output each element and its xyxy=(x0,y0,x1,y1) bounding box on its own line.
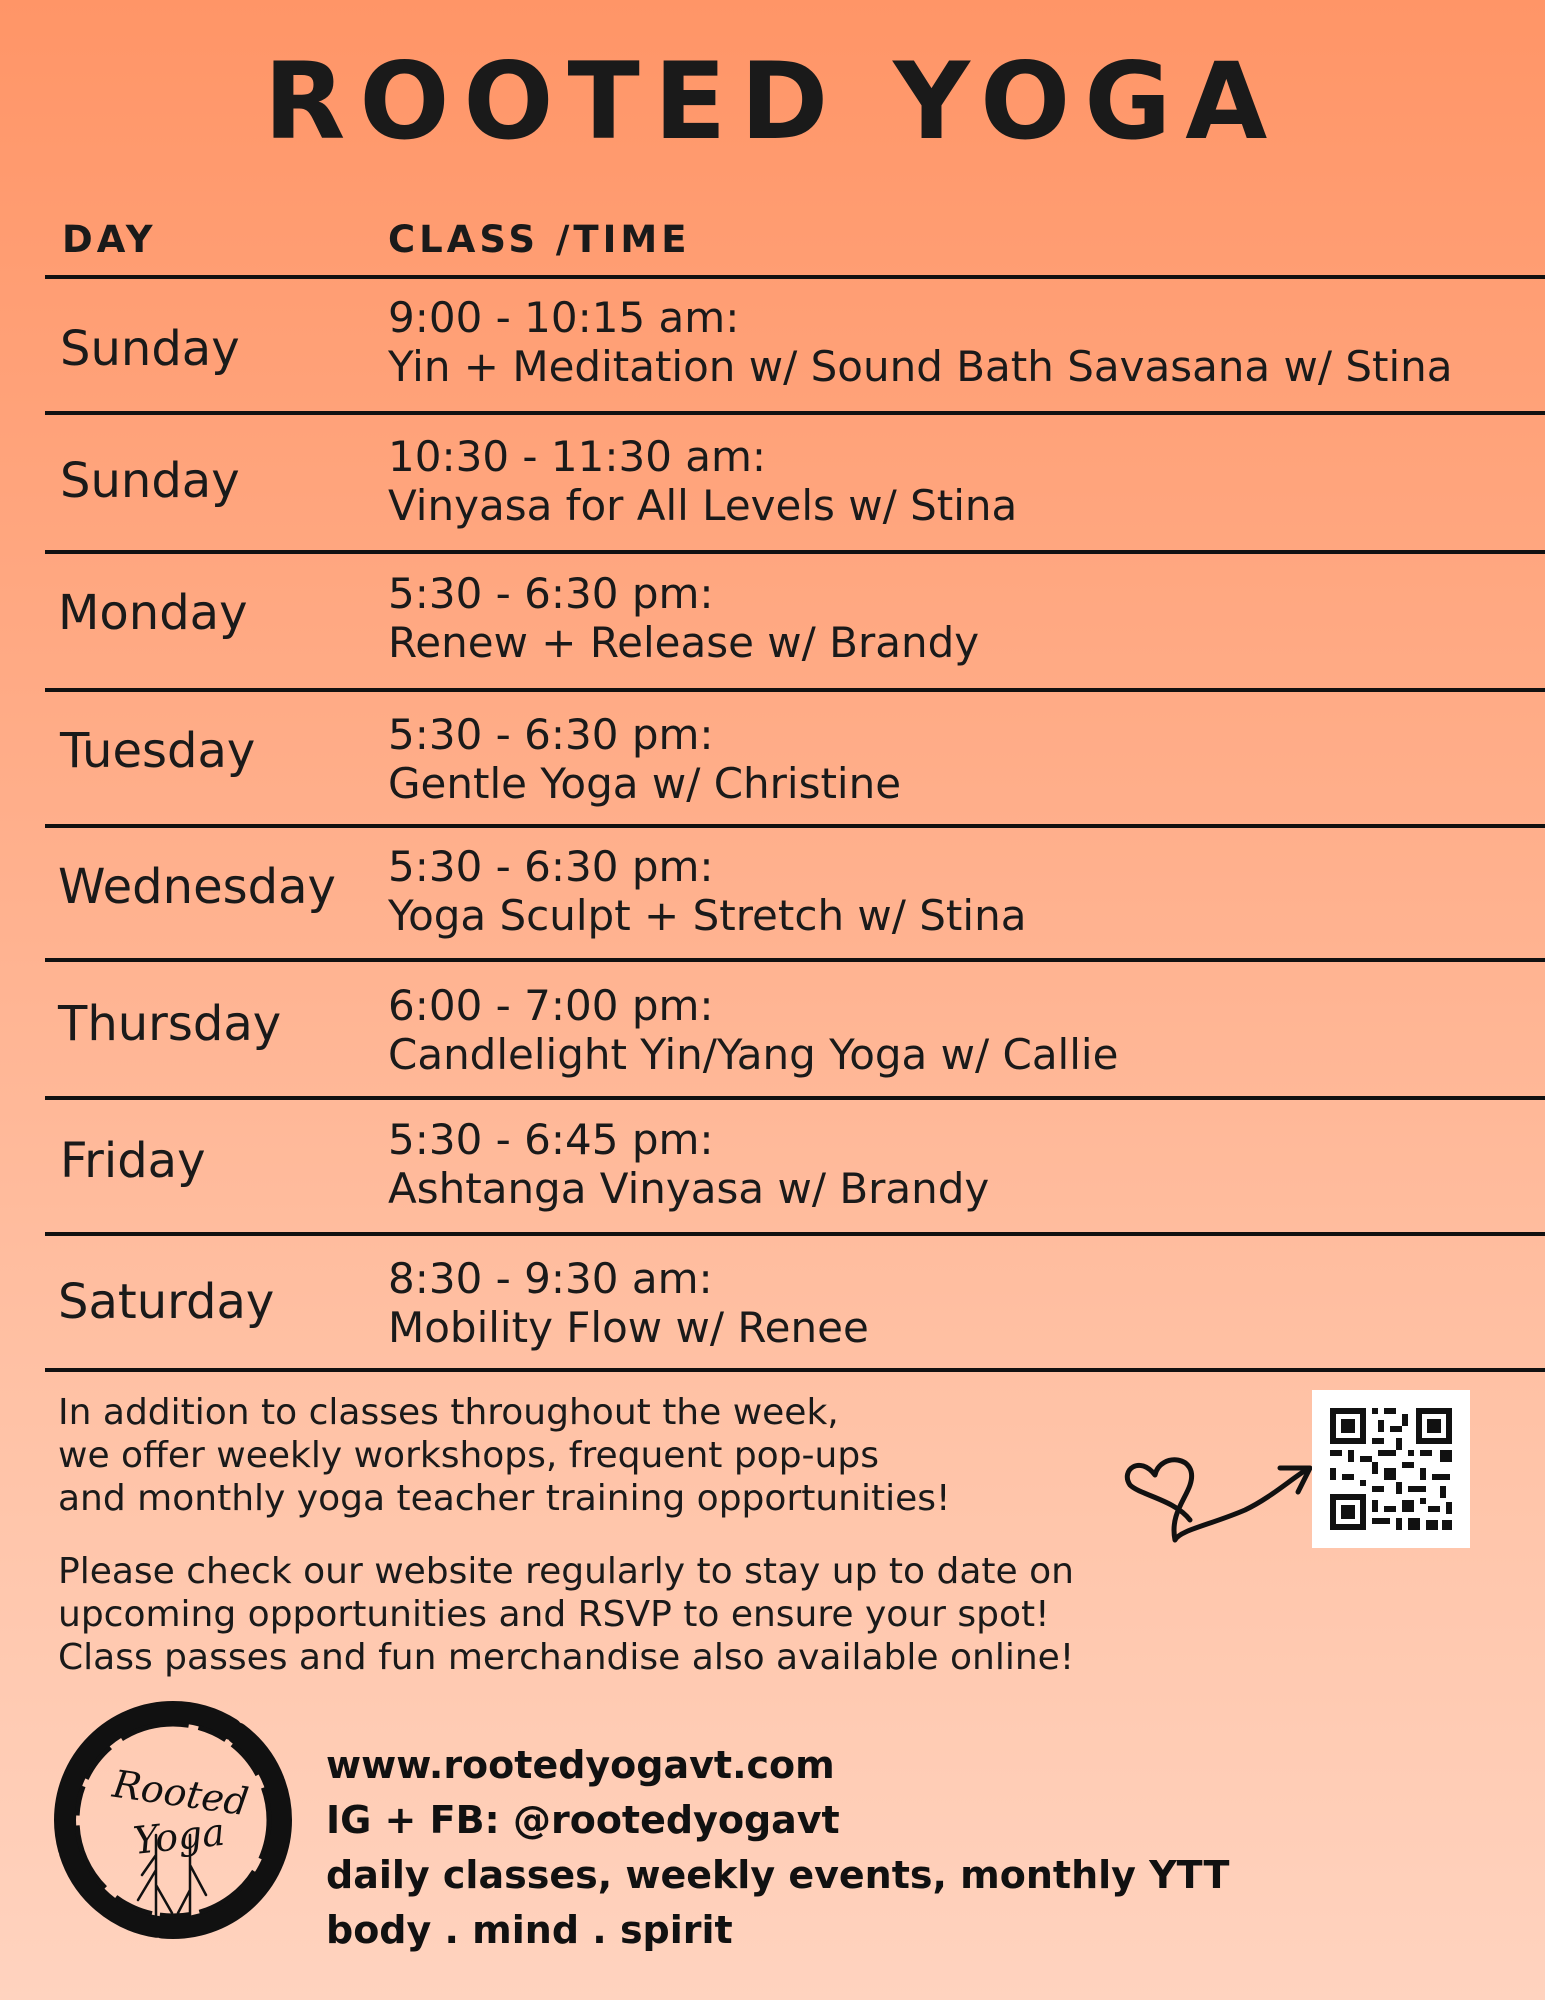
row-class-name: Yoga Sculpt + Stretch w/ Stina xyxy=(388,891,1027,940)
row-class xyxy=(388,842,1026,940)
qr-code-icon[interactable] xyxy=(1312,1390,1470,1548)
row-time: 5:30 - 6:30 pm: xyxy=(388,569,714,618)
row-time: 5:30 - 6:30 pm: xyxy=(388,842,714,891)
row-time: 5:30 - 6:30 pm: xyxy=(388,710,714,759)
info-line: and monthly yoga teacher training opportunities! xyxy=(58,1478,951,1519)
qr-code-graphic xyxy=(1312,1390,1470,1548)
info-line: Class passes and fun merchandise also available online! xyxy=(58,1637,1075,1678)
row-time: 10:30 - 11:30 am: xyxy=(388,432,767,481)
tagline-text: body . mind . spirit xyxy=(326,1908,733,1952)
row-class-name: Mobility Flow w/ Renee xyxy=(388,1303,869,1352)
row-class xyxy=(388,569,979,667)
info-line: upcoming opportunities and RSVP to ensure your spot! xyxy=(58,1594,1050,1635)
row-day: Sunday xyxy=(60,453,240,509)
website-link[interactable]: www.rootedyogavt.com xyxy=(326,1743,835,1787)
row-day: Sunday xyxy=(60,321,240,377)
row-class xyxy=(388,1254,869,1352)
row-class-name: Ashtanga Vinyasa w/ Brandy xyxy=(388,1164,990,1213)
social-handle: IG + FB: @rootedyogavt xyxy=(326,1798,840,1842)
info-paragraph-website xyxy=(58,1550,1074,1679)
row-time: 5:30 - 6:45 pm: xyxy=(388,1115,714,1164)
footer-contact xyxy=(326,1738,1229,1958)
info-line: we offer weekly workshops, frequent pop-ups xyxy=(58,1435,879,1476)
row-class-name: Gentle Yoga w/ Christine xyxy=(388,759,902,808)
row-class xyxy=(388,981,1118,1079)
row-class xyxy=(388,432,1017,530)
offerings-text: daily classes, weekly events, monthly YTT xyxy=(326,1853,1230,1897)
row-class-name: Renew + Release w/ Brandy xyxy=(388,618,980,667)
heart-arrow-icon xyxy=(1120,1440,1320,1560)
logo-text-line2: Yoga xyxy=(131,1809,227,1863)
table-row xyxy=(45,415,1545,550)
logo-text-line1: Rooted xyxy=(109,1761,252,1825)
row-time: 9:00 - 10:15 am: xyxy=(388,293,740,342)
row-day: Friday xyxy=(60,1133,206,1189)
table-divider xyxy=(45,1368,1545,1372)
info-line: In addition to classes throughout the week, xyxy=(58,1392,839,1433)
row-day: Saturday xyxy=(58,1274,275,1330)
row-time: 8:30 - 9:30 am: xyxy=(388,1254,713,1303)
table-row xyxy=(45,962,1545,1096)
row-class-name: Vinyasa for All Levels w/ Stina xyxy=(388,481,1018,530)
row-day: Thursday xyxy=(58,996,282,1052)
row-time: 6:00 - 7:00 pm: xyxy=(388,981,714,1030)
table-header-class-time: CLASS /TIME xyxy=(388,218,691,261)
row-class-name: Candlelight Yin/Yang Yoga w/ Callie xyxy=(388,1030,1119,1079)
table-row xyxy=(45,554,1545,688)
row-class-name: Yin + Meditation w/ Sound Bath Savasana w/ Stina xyxy=(388,342,1453,391)
table-row xyxy=(45,1236,1545,1368)
row-day: Tuesday xyxy=(60,723,256,779)
row-class xyxy=(388,1115,989,1213)
info-line: Please check our website regularly to stay up to date on xyxy=(58,1551,1074,1592)
table-header-day: DAY xyxy=(62,218,157,261)
table-row xyxy=(45,828,1545,958)
table-row xyxy=(45,279,1545,411)
row-day: Monday xyxy=(58,585,248,641)
rooted-yoga-logo xyxy=(38,1685,308,1955)
row-class xyxy=(388,293,1453,391)
page-title: ROOTED YOGA xyxy=(263,40,1282,163)
row-class xyxy=(388,710,901,808)
row-day: Wednesday xyxy=(58,859,336,915)
info-paragraph-classes xyxy=(58,1391,950,1520)
table-row xyxy=(45,692,1545,824)
table-row xyxy=(45,1100,1545,1232)
